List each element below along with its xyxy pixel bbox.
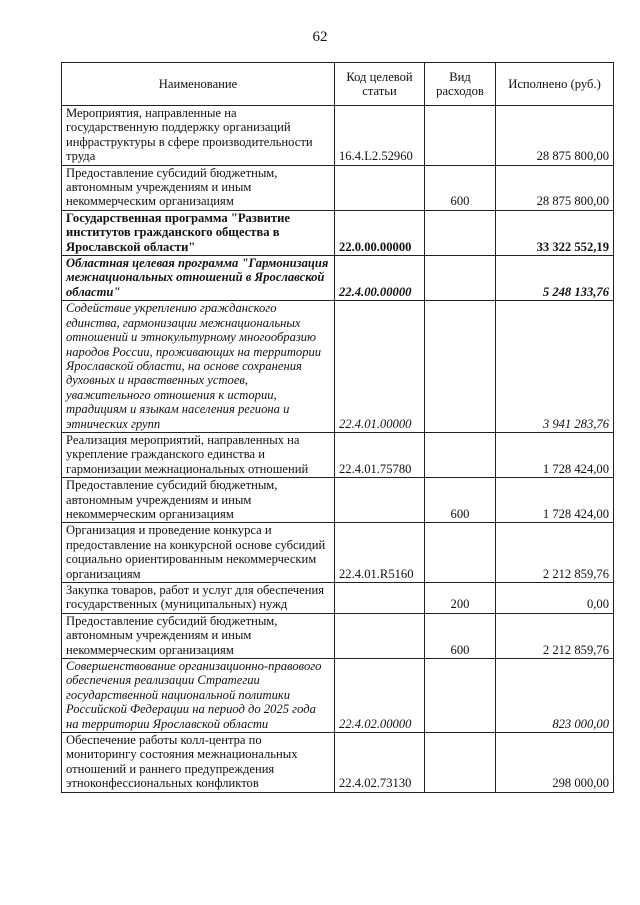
row-name-cell: Мероприятия, направленные на государственную поддержку организаций инфраструктуры в сфере производительности труда [62,106,335,166]
row-type-cell: 600 [425,613,496,658]
table-row [62,523,614,583]
row-name-cell: Реализация мероприятий, направленных на укрепление гражданского единства и гармонизации межнациональных отношений [62,432,335,477]
row-name-cell: Предоставление субсидий бюджетным, автономным учреждениям и иным некоммерческим организациям [62,165,335,210]
row-name-cell: Организация и проведение конкурса и предоставление на конкурсной основе субсидий социально ориентированным некоммерческим организациям [62,523,335,583]
row-code-cell: 22.4.01.R5160 [335,523,425,583]
row-code-cell: 22.4.02.73130 [335,733,425,793]
page-number: 62 [312,29,328,45]
row-name-cell: Закупка товаров, работ и услуг для обеспечения государственных (муниципальных) нужд [62,583,335,614]
table-row [62,165,614,210]
row-name-cell: Обеспечение работы колл-центра по мониторингу состояния межнациональных отношений и раннего предупреждения этноконфессиональных конфликтов [62,733,335,793]
row-type-cell [425,733,496,793]
table-row [62,733,614,793]
row-type-cell [425,659,496,733]
row-type-cell [425,210,496,255]
budget-table [61,62,614,793]
row-amount-cell: 823 000,00 [496,659,614,733]
row-name-cell: Государственная программа "Развитие институтов гражданского общества в Ярославской области" [62,210,335,255]
row-code-cell: 22.4.01.00000 [335,301,425,433]
table-header-row [62,63,614,106]
row-code-cell [335,583,425,614]
row-amount-cell: 298 000,00 [496,733,614,793]
row-code-cell: 22.4.00.00000 [335,256,425,301]
row-type-cell [425,301,496,433]
row-code-cell [335,613,425,658]
row-type-cell: 600 [425,165,496,210]
table-row [62,583,614,614]
column-header-amount: Исполнено (руб.) [496,63,614,106]
row-amount-cell: 1 728 424,00 [496,478,614,523]
row-type-cell [425,432,496,477]
row-type-cell [425,106,496,166]
column-header-type: Вид расходов [425,63,496,106]
row-code-cell: 16.4.L2.52960 [335,106,425,166]
row-name-cell: Совершенствование организационно-правового обеспечения реализации Стратегии государственной национальной политики Российской Федерации на период до 2025 года на территории Ярославской области [62,659,335,733]
row-name-cell: Предоставление субсидий бюджетным, автономным учреждениям и иным некоммерческим организациям [62,613,335,658]
row-amount-cell: 3 941 283,76 [496,301,614,433]
table-row [62,613,614,658]
row-amount-cell: 2 212 859,76 [496,523,614,583]
row-type-cell [425,256,496,301]
row-name-cell: Областная целевая программа "Гармонизация межнациональных отношений в Ярославской области" [62,256,335,301]
table-row [62,659,614,733]
row-code-cell: 22.4.01.75780 [335,432,425,477]
table-body [62,106,614,793]
table-row [62,301,614,433]
row-amount-cell: 28 875 800,00 [496,106,614,166]
row-amount-cell: 1 728 424,00 [496,432,614,477]
row-type-cell: 600 [425,478,496,523]
row-amount-cell: 33 322 552,19 [496,210,614,255]
row-amount-cell: 2 212 859,76 [496,613,614,658]
row-amount-cell: 28 875 800,00 [496,165,614,210]
table-row [62,106,614,166]
table-row [62,478,614,523]
column-header-code: Код целевой статьи [335,63,425,106]
row-type-cell [425,523,496,583]
row-name-cell: Предоставление субсидий бюджетным, автономным учреждениям и иным некоммерческим организациям [62,478,335,523]
row-code-cell: 22.4.02.00000 [335,659,425,733]
table-row [62,432,614,477]
row-code-cell [335,478,425,523]
row-amount-cell: 5 248 133,76 [496,256,614,301]
table-row [62,256,614,301]
column-header-name: Наименование [62,63,335,106]
row-name-cell: Содействие укреплению гражданского единства, гармонизации межнациональных отношений и этнокультурному многообразию народов России, проживающих на территории Ярославской области, на основе сохранения духовных и нравственных устоев, уважительного отношения к истории, традициям и языкам населения региона и этнических групп [62,301,335,433]
row-type-cell: 200 [425,583,496,614]
row-amount-cell: 0,00 [496,583,614,614]
row-code-cell: 22.0.00.00000 [335,210,425,255]
table-row [62,210,614,255]
row-code-cell [335,165,425,210]
